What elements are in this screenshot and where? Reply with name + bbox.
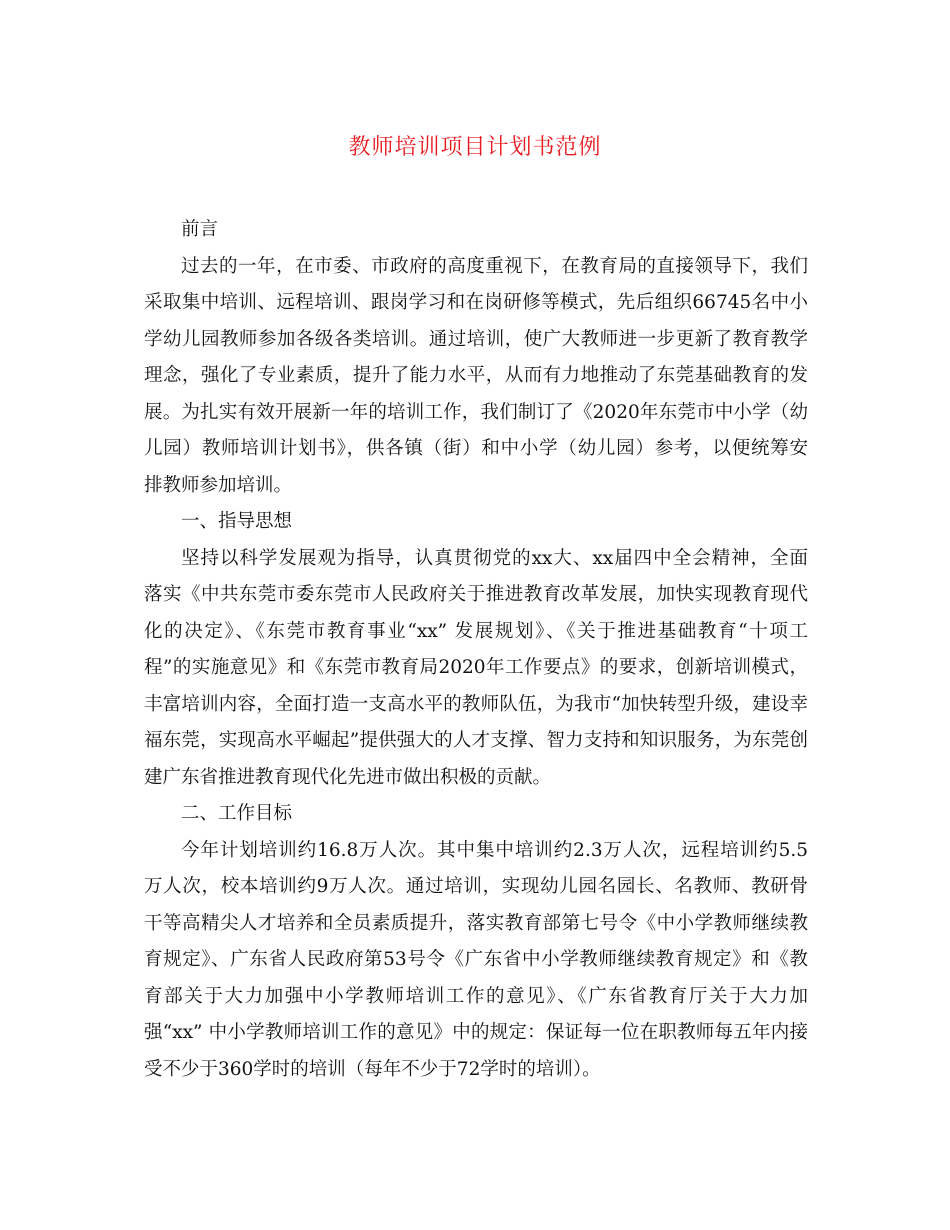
text-line: 展。为扎实有效开展新一年的培训工作，我们制订了《2020年东莞市中小学（幼: [144, 401, 808, 423]
text-line: 儿园）教师培训计划书》，供各镇（街）和中小学（幼儿园）参考，以便统筹安: [144, 438, 808, 459]
text-line: 坚持以科学发展观为指导，认真贯彻党的xx大、xx届四中全会精神，全面: [181, 547, 808, 569]
text-line: 强“xx” 中小学教师培训工作的意见》中的规定：保证每一位在职教师每五年内接: [144, 1022, 808, 1043]
text-line: 前言: [181, 219, 219, 240]
text-line: 化的决定》、《东莞市教育事业“xx” 发展规划》、《关于推进基础教育“十项工: [144, 620, 808, 642]
text-line: 万人次，校本培训约9万人次。通过培训，实现幼儿园名园长、名教师、教研骨: [144, 876, 808, 897]
text-line: 受不少于360学时的培训（每年不少于72学时的培训）。: [144, 1058, 601, 1080]
text-line: 丰富培训内容，全面打造一支高水平的教师队伍，为我市“加快转型升级，建设幸: [144, 693, 808, 715]
text-line: 一、指导思想: [181, 511, 293, 532]
text-line: 育部关于大力加强中小学教师培训工作的意见》、《广东省教育厅关于大力加: [144, 985, 808, 1007]
text-line: 落实《中共东莞市委东莞市人民政府关于推进教育改革发展，加快实现教育现代: [144, 584, 808, 605]
text-line: 排教师参加培训。: [144, 474, 293, 496]
text-line: 今年计划培训约16.8万人次。其中集中培训约2.3万人次，远程培训约5.5: [181, 839, 808, 861]
text-line: 建广东省推进教育现代化先进市做出积极的贡献。: [144, 766, 552, 788]
text-line: 育规定》、广东省人民政府第53号令《广东省中小学教师继续教育规定》和《教: [144, 949, 808, 970]
text-line: 采取集中培训、远程培训、跟岗学习和在岗研修等模式，先后组织66745名中小: [144, 292, 808, 313]
text-line: 过去的一年，在市委、市政府的高度重视下，在教育局的直接领导下，我们: [181, 255, 808, 277]
text-line: 理念，强化了专业素质，提升了能力水平，从而有力地推动了东莞基础教育的发: [144, 365, 808, 386]
text-line: 二、工作目标: [181, 803, 293, 824]
text-line: 学幼儿园教师参加各级各类培训。通过培训，使广大教师进一步更新了教育教学: [144, 328, 808, 350]
text-line: 干等高精尖人才培养和全员素质提升，落实教育部第七号令《中小学教师继续教: [144, 912, 808, 934]
text-line: 福东莞，实现高水平崛起”提供强大的人才支撑、智力支持和知识服务，为东莞创: [144, 730, 808, 751]
document-body: [144, 212, 808, 1088]
text-line: 程”的实施意见》和《东莞市教育局2020年工作要点》的要求，创新培训模式，: [144, 657, 808, 678]
document-title: 教师培训项目计划书范例: [348, 135, 602, 160]
